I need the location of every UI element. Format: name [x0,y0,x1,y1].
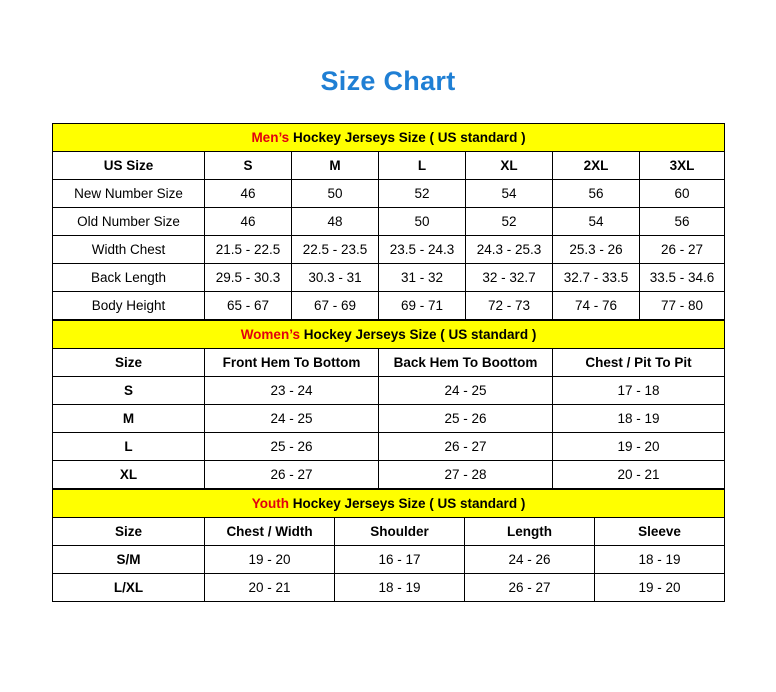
youth-size-table [52,489,725,602]
womens-row-3-val-1: 27 - 28 [379,461,553,489]
mens-section-header [53,124,725,152]
womens-row-1-val-0: 24 - 25 [205,405,379,433]
mens-row-0-val-5: 60 [640,180,725,208]
mens-col-4: XL [466,152,553,180]
table-row [53,574,725,602]
mens-row-0-val-0: 46 [205,180,292,208]
womens-row-0-val-2: 17 - 18 [553,377,725,405]
mens-row-4-label: Body Height [53,292,205,320]
mens-row-1-val-0: 46 [205,208,292,236]
mens-row-1-val-5: 56 [640,208,725,236]
table-row [53,461,725,489]
mens-row-0-val-3: 54 [466,180,553,208]
womens-row-1-label: M [53,405,205,433]
womens-header-accent: Women’s [240,327,300,342]
womens-row-0-val-1: 24 - 25 [379,377,553,405]
mens-header-accent: Men’s [251,130,290,145]
youth-row-0-label: S/M [53,546,205,574]
mens-row-2-val-0: 21.5 - 22.5 [205,236,292,264]
mens-row-2-val-4: 25.3 - 26 [553,236,640,264]
womens-row-3-label: XL [53,461,205,489]
mens-row-3-val-3: 32 - 32.7 [466,264,553,292]
size-chart-container [52,95,724,602]
mens-row-3-label: Back Length [53,264,205,292]
mens-header-rest: Hockey Jerseys Size ( US standard ) [289,130,526,145]
mens-row-3-val-2: 31 - 32 [379,264,466,292]
youth-header-accent: Youth [251,496,289,511]
mens-row-4-val-4: 74 - 76 [553,292,640,320]
mens-col-2: M [292,152,379,180]
youth-row-0-val-0: 19 - 20 [205,546,335,574]
mens-row-1-val-2: 50 [379,208,466,236]
mens-row-4-val-3: 72 - 73 [466,292,553,320]
mens-column-headers [53,152,725,180]
youth-section-header [53,490,725,518]
table-row [53,292,725,320]
womens-row-2-label: L [53,433,205,461]
youth-col-4: Sleeve [595,518,725,546]
mens-row-3-val-4: 32.7 - 33.5 [553,264,640,292]
table-row [53,377,725,405]
youth-row-0-val-2: 24 - 26 [465,546,595,574]
mens-row-0-val-2: 52 [379,180,466,208]
table-row [53,180,725,208]
womens-row-3-val-0: 26 - 27 [205,461,379,489]
page-title: Size Chart [320,66,456,96]
mens-row-0-label: New Number Size [53,180,205,208]
youth-col-2: Shoulder [335,518,465,546]
womens-row-2-val-1: 26 - 27 [379,433,553,461]
mens-col-6: 3XL [640,152,725,180]
womens-row-2-val-2: 19 - 20 [553,433,725,461]
youth-row-1-val-3: 19 - 20 [595,574,725,602]
womens-col-1: Front Hem To Bottom [205,349,379,377]
youth-row-1-val-0: 20 - 21 [205,574,335,602]
mens-col-3: L [379,152,466,180]
mens-row-0-val-1: 50 [292,180,379,208]
womens-col-3: Chest / Pit To Pit [553,349,725,377]
womens-header-cell [53,321,725,349]
youth-column-headers [53,518,725,546]
mens-row-1-val-3: 52 [466,208,553,236]
youth-header-cell [53,490,725,518]
youth-row-0-val-3: 18 - 19 [595,546,725,574]
mens-row-2-val-1: 22.5 - 23.5 [292,236,379,264]
womens-row-0-label: S [53,377,205,405]
mens-size-table [52,123,725,320]
mens-row-0-val-4: 56 [553,180,640,208]
table-row [53,208,725,236]
table-row [53,405,725,433]
table-row [53,546,725,574]
table-row [53,264,725,292]
womens-row-2-val-0: 25 - 26 [205,433,379,461]
youth-row-1-label: L/XL [53,574,205,602]
mens-row-4-val-1: 67 - 69 [292,292,379,320]
youth-col-3: Length [465,518,595,546]
mens-row-2-val-3: 24.3 - 25.3 [466,236,553,264]
youth-row-0-val-1: 16 - 17 [335,546,465,574]
table-row [53,433,725,461]
mens-col-1: S [205,152,292,180]
mens-row-3-val-0: 29.5 - 30.3 [205,264,292,292]
mens-row-4-val-2: 69 - 71 [379,292,466,320]
womens-row-0-val-0: 23 - 24 [205,377,379,405]
womens-size-table [52,320,725,489]
mens-row-3-val-1: 30.3 - 31 [292,264,379,292]
womens-row-1-val-1: 25 - 26 [379,405,553,433]
womens-row-1-val-2: 18 - 19 [553,405,725,433]
mens-row-1-val-4: 54 [553,208,640,236]
womens-header-rest: Hockey Jerseys Size ( US standard ) [299,327,537,342]
youth-col-0: Size [53,518,205,546]
mens-row-3-val-5: 33.5 - 34.6 [640,264,725,292]
youth-header-rest: Hockey Jerseys Size ( US standard ) [288,496,526,511]
youth-row-1-val-1: 18 - 19 [335,574,465,602]
womens-column-headers [53,349,725,377]
table-row [53,236,725,264]
womens-section-header [53,321,725,349]
mens-row-4-val-0: 65 - 67 [205,292,292,320]
mens-row-1-val-1: 48 [292,208,379,236]
mens-row-2-val-2: 23.5 - 24.3 [379,236,466,264]
mens-row-1-label: Old Number Size [53,208,205,236]
mens-row-2-val-5: 26 - 27 [640,236,725,264]
youth-col-1: Chest / Width [205,518,335,546]
womens-col-0: Size [53,349,205,377]
mens-col-5: 2XL [553,152,640,180]
womens-col-2: Back Hem To Boottom [379,349,553,377]
mens-col-0: US Size [53,152,205,180]
mens-header-cell [53,124,725,152]
youth-row-1-val-2: 26 - 27 [465,574,595,602]
womens-row-3-val-2: 20 - 21 [553,461,725,489]
mens-row-2-label: Width Chest [53,236,205,264]
mens-row-4-val-5: 77 - 80 [640,292,725,320]
